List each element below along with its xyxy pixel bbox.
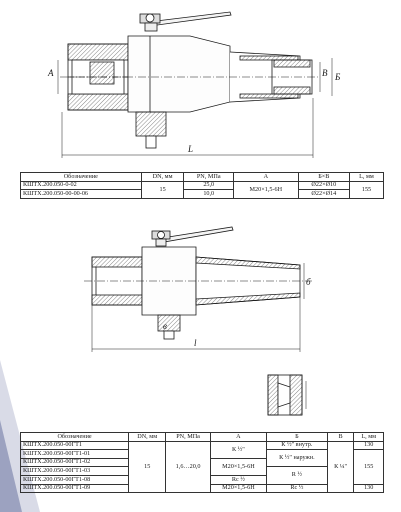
dim-b-small-label: б bbox=[306, 277, 311, 287]
bv-cell: Ø22×Ø10 bbox=[298, 181, 349, 190]
valve-drawing-2 bbox=[0, 205, 401, 430]
col-header: А bbox=[210, 433, 266, 442]
pn-cell: 25,0 bbox=[184, 181, 234, 190]
l-cell: 130 bbox=[354, 484, 384, 493]
b-cell: К ½" наружн. bbox=[266, 450, 327, 467]
col-header: L, мм bbox=[354, 433, 384, 442]
b-cell: Rc ½ bbox=[266, 484, 327, 493]
bv-cell: Ø22×Ø14 bbox=[298, 190, 349, 199]
col-header: Обозначение bbox=[21, 173, 142, 182]
valve-drawing-1 bbox=[0, 0, 401, 170]
dim-l-small-label: l bbox=[194, 338, 197, 348]
dn-cell: 15 bbox=[129, 441, 166, 493]
b-cell: R ½ bbox=[266, 467, 327, 484]
a-cell: М20×1,5-6Н bbox=[210, 458, 266, 475]
length-cell: 155 bbox=[350, 181, 384, 198]
v-cell: К ¼" bbox=[327, 441, 354, 493]
pn-cell: 1,6…20,0 bbox=[166, 441, 211, 493]
a-cell: М20×1,5-6Н bbox=[210, 484, 266, 493]
spec-table-2 bbox=[20, 432, 384, 493]
spec-table-1 bbox=[20, 172, 384, 199]
col-header: Б×В bbox=[298, 173, 349, 182]
dim-a-label: A bbox=[48, 68, 54, 78]
col-header: В bbox=[327, 433, 354, 442]
table-header-row bbox=[21, 173, 384, 182]
code-cell: КШТХ.200.050-0-02 bbox=[21, 181, 142, 190]
col-header: Обозначение bbox=[21, 433, 129, 442]
code-cell: КШТХ.200.050-00ГТ1 bbox=[21, 441, 129, 450]
dim-v-small-label: в bbox=[163, 321, 167, 331]
pn-cell: 10,0 bbox=[184, 190, 234, 199]
dim-l-label: L bbox=[188, 144, 194, 154]
thread-cell: М20×1,5-6Н bbox=[233, 181, 298, 198]
dn-cell: 15 bbox=[141, 181, 184, 198]
code-cell: КШТХ.200.050-00ГТ1-08 bbox=[21, 475, 129, 484]
col-header: А bbox=[233, 173, 298, 182]
b-cell: К ½" внутр. bbox=[266, 441, 327, 450]
table-header-row bbox=[21, 433, 384, 442]
a-cell: Rc ½ bbox=[210, 475, 266, 484]
col-header: Б bbox=[266, 433, 327, 442]
code-cell: КШТХ.200.050-00ГТ1-02 bbox=[21, 458, 129, 467]
table-row bbox=[21, 190, 384, 199]
l-cell: 130 bbox=[354, 441, 384, 450]
code-cell: КШТХ.200.050-00-00-06 bbox=[21, 190, 142, 199]
table-row bbox=[21, 181, 384, 190]
col-header: PN, МПа bbox=[166, 433, 211, 442]
table-row bbox=[21, 441, 384, 450]
dim-v-label: В bbox=[322, 68, 328, 78]
col-header: DN, мм bbox=[141, 173, 184, 182]
col-header: DN, мм bbox=[129, 433, 166, 442]
code-cell: КШТХ.200.050-00ГТ1-03 bbox=[21, 467, 129, 476]
dim-b-label: Б bbox=[335, 72, 341, 82]
code-cell: КШТХ.200.050-00ГТ1-09 bbox=[21, 484, 129, 493]
code-cell: КШТХ.200.050-00ГТ1-01 bbox=[21, 450, 129, 459]
col-header: PN, МПа bbox=[184, 173, 234, 182]
l-cell: 155 bbox=[354, 450, 384, 484]
col-header: L, мм bbox=[350, 173, 384, 182]
a-cell: К ½" bbox=[210, 441, 266, 458]
